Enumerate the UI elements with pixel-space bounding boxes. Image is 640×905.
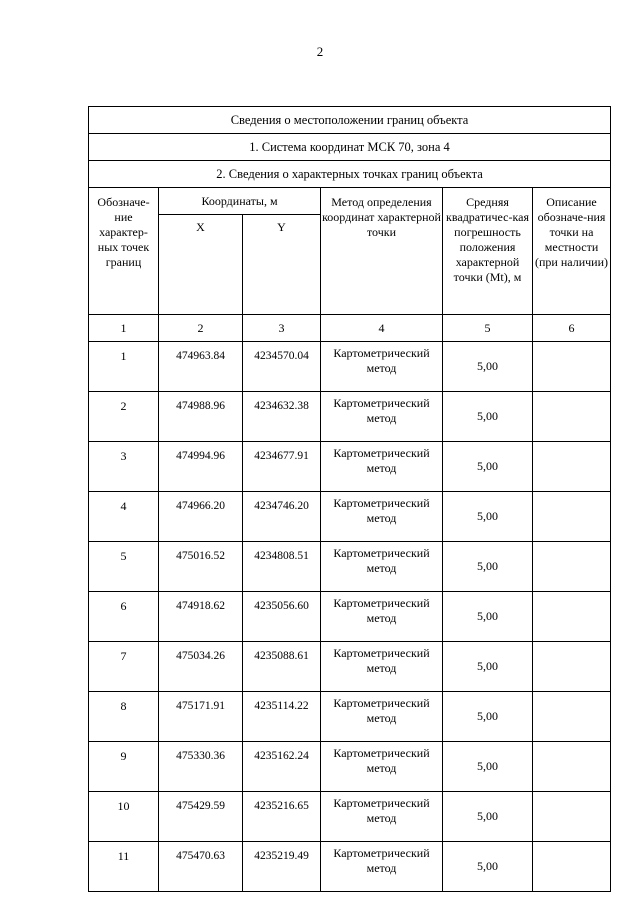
description-cell [533, 642, 611, 692]
coord-y: 4234632.38 [243, 392, 321, 442]
error-cell: 5,00 [443, 442, 533, 492]
column-number: 5 [443, 315, 533, 342]
description-cell [533, 842, 611, 892]
coord-y: 4234677.91 [243, 442, 321, 492]
error-cell: 5,00 [443, 742, 533, 792]
method-cell: Картометрический метод [321, 742, 443, 792]
description-cell [533, 492, 611, 542]
method-cell: Картометрический метод [321, 842, 443, 892]
table-row [89, 542, 611, 592]
header-description: Описание обозначе-ния точки на местности (при наличии) [533, 188, 611, 315]
coord-y: 4234570.04 [243, 342, 321, 392]
table-title: Сведения о местоположении границ объекта [89, 107, 611, 134]
coord-x: 475034.26 [159, 642, 243, 692]
header-error: Средняя квадратичес-кая погрешность положения характерной точки (Mt), м [443, 188, 533, 315]
method-cell: Картометрический метод [321, 692, 443, 742]
coord-y: 4235056.60 [243, 592, 321, 642]
error-cell: 5,00 [443, 542, 533, 592]
table-row [89, 842, 611, 892]
point-id: 3 [89, 442, 159, 492]
point-id: 6 [89, 592, 159, 642]
error-cell: 5,00 [443, 842, 533, 892]
coord-x: 475330.36 [159, 742, 243, 792]
coord-x: 474994.96 [159, 442, 243, 492]
description-cell [533, 692, 611, 742]
method-cell: Картометрический метод [321, 492, 443, 542]
point-id: 11 [89, 842, 159, 892]
coord-x: 475171.91 [159, 692, 243, 742]
description-cell [533, 342, 611, 392]
coord-y: 4235219.49 [243, 842, 321, 892]
point-id: 8 [89, 692, 159, 742]
table-row [89, 792, 611, 842]
header-designation: Обозначе-ние характер-ных точек границ [89, 188, 159, 315]
point-id: 7 [89, 642, 159, 692]
coord-y: 4234808.51 [243, 542, 321, 592]
table-row [89, 592, 611, 642]
error-cell: 5,00 [443, 392, 533, 442]
error-cell: 5,00 [443, 342, 533, 392]
method-cell: Картометрический метод [321, 642, 443, 692]
error-cell: 5,00 [443, 592, 533, 642]
error-cell: 5,00 [443, 792, 533, 842]
description-cell [533, 792, 611, 842]
error-cell: 5,00 [443, 492, 533, 542]
coord-x: 475016.52 [159, 542, 243, 592]
coord-y: 4235216.65 [243, 792, 321, 842]
point-id: 1 [89, 342, 159, 392]
method-cell: Картометрический метод [321, 442, 443, 492]
header-x: X [159, 215, 243, 315]
point-id: 2 [89, 392, 159, 442]
coord-x: 475470.63 [159, 842, 243, 892]
method-cell: Картометрический метод [321, 792, 443, 842]
table-row [89, 642, 611, 692]
point-id: 10 [89, 792, 159, 842]
table-row [89, 392, 611, 442]
header-method: Метод определения координат характерной точки [321, 188, 443, 315]
section-title-row: 2. Сведения о характерных точках границ объекта [89, 161, 611, 188]
coord-x: 474988.96 [159, 392, 243, 442]
error-cell: 5,00 [443, 642, 533, 692]
table-row [89, 442, 611, 492]
point-id: 4 [89, 492, 159, 542]
coord-x: 474963.84 [159, 342, 243, 392]
coord-x: 474918.62 [159, 592, 243, 642]
coord-y: 4234746.20 [243, 492, 321, 542]
method-cell: Картометрический метод [321, 392, 443, 442]
description-cell [533, 392, 611, 442]
column-number: 6 [533, 315, 611, 342]
method-cell: Картометрический метод [321, 592, 443, 642]
column-number: 3 [243, 315, 321, 342]
coord-x: 474966.20 [159, 492, 243, 542]
table-row [89, 492, 611, 542]
table-row [89, 692, 611, 742]
column-number: 2 [159, 315, 243, 342]
method-cell: Картометрический метод [321, 542, 443, 592]
description-cell [533, 592, 611, 642]
page-number: 2 [316, 44, 324, 59]
table-row [89, 342, 611, 392]
description-cell [533, 442, 611, 492]
header-coordinates: Координаты, м [159, 188, 321, 215]
point-id: 9 [89, 742, 159, 792]
coordinate-system-row: 1. Система координат МСК 70, зона 4 [89, 134, 611, 161]
description-cell [533, 742, 611, 792]
coord-y: 4235088.61 [243, 642, 321, 692]
header-y: Y [243, 215, 321, 315]
method-cell: Картометрический метод [321, 342, 443, 392]
error-cell: 5,00 [443, 692, 533, 742]
column-number: 1 [89, 315, 159, 342]
column-number: 4 [321, 315, 443, 342]
description-cell [533, 542, 611, 592]
boundary-points-table [88, 106, 611, 892]
coord-y: 4235114.22 [243, 692, 321, 742]
table-row [89, 742, 611, 792]
coord-y: 4235162.24 [243, 742, 321, 792]
point-id: 5 [89, 542, 159, 592]
coord-x: 475429.59 [159, 792, 243, 842]
